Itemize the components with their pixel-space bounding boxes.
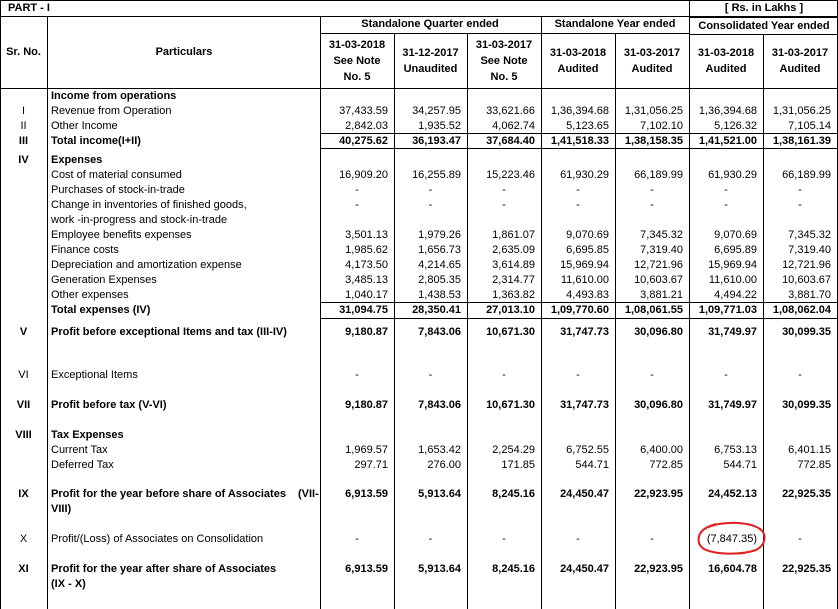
cell-value: 4,062.74 [492, 120, 535, 132]
column-header-date: 31-03-2018 [328, 39, 386, 51]
sr-no-header: Sr. No. [6, 46, 41, 58]
cell-value: 22,923.95 [634, 488, 683, 500]
units-label: [ Rs. in Lakhs ] [724, 2, 804, 14]
cell-value: 22,925.35 [782, 488, 831, 500]
cell-value: 4,173.50 [345, 259, 388, 271]
cell-value: 7,319.40 [640, 244, 683, 256]
row-sr-no: X [19, 533, 28, 545]
cell-value: 31,094.75 [339, 304, 388, 316]
column-header-date: 31-03-2017 [623, 47, 681, 59]
row-sr-no: I [21, 105, 26, 117]
cell-value: 40,275.62 [339, 135, 388, 147]
cell-value: 1,979.26 [418, 229, 461, 241]
cell-value: 1,935.52 [418, 120, 461, 132]
cell-value: 37,684.40 [486, 135, 535, 147]
cell-value: 30,096.80 [634, 399, 683, 411]
row-label: work -in-progress and stock-in-trade [51, 214, 228, 226]
grid-line-h [690, 34, 838, 35]
column-header-status: Audited [557, 63, 599, 75]
cell-value: - [650, 184, 654, 196]
row-label: Deferred Tax [51, 459, 114, 471]
cell-value: - [798, 184, 802, 196]
cell-value: 9,070.69 [714, 229, 757, 241]
cell-value: 1,969.57 [345, 444, 388, 456]
row-label: Expenses [51, 154, 103, 166]
cell-value: 61,930.29 [708, 169, 757, 181]
cell-value: 10,671.30 [486, 326, 535, 338]
standalone-year-group-header: Standalone Year ended [554, 18, 676, 30]
cell-value: 4,493.83 [566, 289, 609, 301]
cell-value: 1,38,158.35 [624, 135, 683, 147]
cell-value: 5,913.64 [418, 563, 461, 575]
column-header-status: Audited [705, 63, 747, 75]
cell-value: - [502, 533, 506, 545]
standalone-quarter-group-header: Standalone Quarter ended [361, 18, 499, 30]
cell-value: 544.71 [575, 459, 609, 471]
row-label: Profit/(Loss) of Associates on Consolidation [51, 533, 264, 545]
cell-value: 31,749.97 [708, 399, 757, 411]
column-header-date: 31-03-2018 [697, 47, 755, 59]
cell-value: 5,123.65 [566, 120, 609, 132]
cell-value: 33,621.66 [486, 105, 535, 117]
row-sr-no: IX [18, 488, 29, 500]
cell-value: 22,925.35 [782, 563, 831, 575]
cell-value: 2,842.03 [345, 120, 388, 132]
cell-value: 1,09,771.03 [698, 304, 757, 316]
cell-value: 12,721.96 [782, 259, 831, 271]
row-label: Purchases of stock-in-trade [51, 184, 185, 196]
row-sr-no: V [19, 326, 28, 338]
cell-value: 28,350.41 [412, 304, 461, 316]
cell-value: 4,494.22 [714, 289, 757, 301]
cell-value: 1,861.07 [492, 229, 535, 241]
cell-value: - [724, 369, 728, 381]
cell-value: - [502, 199, 506, 211]
row-sr-no: III [18, 135, 29, 147]
column-header-date: 31-03-2017 [475, 39, 533, 51]
cell-value: - [428, 199, 433, 211]
cell-value: 22,923.95 [634, 563, 683, 575]
cell-value: 6,913.59 [345, 563, 388, 575]
row-label: Profit before exceptional Items and tax (III-IV) [51, 326, 287, 338]
cell-value: - [798, 533, 802, 545]
cell-value: 1,31,056.25 [624, 105, 683, 117]
cell-value: 9,070.69 [566, 229, 609, 241]
column-header-status: See Note [333, 55, 381, 67]
cell-value: 1,985.62 [345, 244, 388, 256]
cell-value: 16,604.78 [708, 563, 757, 575]
cell-value: 9,180.87 [345, 326, 388, 338]
cell-value: - [428, 369, 433, 381]
cell-value: 1,31,056.25 [772, 105, 831, 117]
cell-value: 15,969.94 [560, 259, 609, 271]
column-header-status: Audited [779, 63, 821, 75]
column-header-status: Audited [631, 63, 673, 75]
cell-value: 1,36,394.68 [698, 105, 757, 117]
cell-value: 1,08,062.04 [772, 304, 831, 316]
cell-value: 12,721.96 [634, 259, 683, 271]
row-sr-no: VI [18, 369, 29, 381]
particulars-header: Particulars [155, 46, 213, 58]
cell-value: 7,345.32 [640, 229, 683, 241]
cell-value: 5,913.64 [418, 488, 461, 500]
cell-value: 1,363.82 [492, 289, 535, 301]
row-label: Employee benefits expenses [51, 229, 192, 241]
cell-value: 7,105.14 [788, 120, 831, 132]
cell-value: 544.71 [723, 459, 757, 471]
column-header-date: 31-03-2018 [549, 47, 607, 59]
cell-value: 7,102.10 [640, 120, 683, 132]
cell-value: 1,438.53 [418, 289, 461, 301]
cell-value: - [650, 369, 654, 381]
cell-value: - [355, 199, 359, 211]
cell-value: 15,223.46 [486, 169, 535, 181]
cell-value: 24,450.47 [560, 563, 609, 575]
row-label: Finance costs [51, 244, 119, 256]
cell-value: 36,193.47 [412, 135, 461, 147]
cell-value: 37,433.59 [339, 105, 388, 117]
cell-value: 2,635.09 [492, 244, 535, 256]
row-label: Income from operations [51, 90, 177, 102]
cell-value: 1,36,394.68 [550, 105, 609, 117]
column-header-date: 31-03-2017 [771, 47, 829, 59]
grid-line-v [0, 0, 1, 609]
row-label: Other Income [51, 120, 118, 132]
cell-value: - [355, 533, 359, 545]
row-label: Current Tax [51, 444, 108, 456]
row-sr-no: IV [18, 154, 29, 166]
cell-value: 11,610.00 [708, 274, 757, 286]
cell-value: 10,603.67 [782, 274, 831, 286]
row-label: Profit for the year after share of Associates [51, 563, 277, 575]
row-label: Other expenses [51, 289, 129, 301]
cell-value: 1,656.73 [418, 244, 461, 256]
cell-value: 10,603.67 [634, 274, 683, 286]
cell-value: - [502, 184, 506, 196]
cell-value: 61,930.29 [560, 169, 609, 181]
part-label: PART - I [8, 2, 50, 14]
cell-value: - [428, 533, 433, 545]
cell-value: 3,614.89 [492, 259, 535, 271]
cell-value: 6,753.13 [714, 444, 757, 456]
cell-value: 772.85 [649, 459, 683, 471]
cell-value: 66,189.99 [634, 169, 683, 181]
cell-value: 34,257.95 [412, 105, 461, 117]
cell-value: 1,653.42 [418, 444, 461, 456]
row-label-continued: (IX - X) [51, 578, 86, 590]
cell-value: - [576, 533, 580, 545]
column-header-date: 31-12-2017 [402, 47, 459, 59]
cell-value: 31,747.73 [560, 399, 609, 411]
consolidated-group-header: Consolidated Year ended [698, 20, 830, 32]
cell-value: - [650, 533, 654, 545]
cell-value: 3,881.70 [788, 289, 831, 301]
cell-value: - [576, 369, 580, 381]
cell-value: 2,314.77 [492, 274, 535, 286]
row-label: Change in inventories of finished goods, [51, 199, 247, 211]
row-label: Generation Expenses [51, 274, 157, 286]
cell-value: 3,485.13 [345, 274, 388, 286]
cell-value: (7,847.35) [706, 533, 757, 545]
cell-value: 66,189.99 [782, 169, 831, 181]
cell-value: - [724, 184, 728, 196]
cell-value: 6,752.55 [566, 444, 609, 456]
cell-value: 3,881.21 [640, 289, 683, 301]
column-header-status: See Note [480, 55, 528, 67]
cell-value: 6,401.15 [788, 444, 831, 456]
cell-value: 15,969.94 [708, 259, 757, 271]
grid-line-h [690, 17, 838, 18]
row-label: Profit for the year before share of Associates [51, 488, 286, 500]
row-label: Total income(I+II) [51, 135, 141, 147]
cell-value: 7,345.32 [788, 229, 831, 241]
cell-value: 6,913.59 [345, 488, 388, 500]
cell-value: 1,41,521.00 [698, 135, 757, 147]
cell-value: 772.85 [797, 459, 831, 471]
cell-value: 7,843.06 [418, 326, 461, 338]
cell-value: - [576, 199, 580, 211]
cell-value: 2,805.35 [418, 274, 461, 286]
cell-value: 171.85 [501, 459, 535, 471]
cell-value: 5,126.32 [714, 120, 757, 132]
grid-line-h [320, 33, 690, 34]
cell-value: - [798, 199, 802, 211]
cell-value: 1,38,161.39 [772, 135, 831, 147]
cell-value: 9,180.87 [345, 399, 388, 411]
cell-value: 7,319.40 [788, 244, 831, 256]
cell-value: 24,450.47 [560, 488, 609, 500]
cell-value: 276.00 [427, 459, 461, 471]
cell-value: 27,013.10 [486, 304, 535, 316]
cell-value: 8,245.16 [492, 563, 535, 575]
cell-value: - [355, 369, 359, 381]
grid-line-v [47, 16, 48, 609]
cell-value: 8,245.16 [492, 488, 535, 500]
cell-value: - [428, 184, 433, 196]
cell-value: - [576, 184, 580, 196]
cell-value: - [502, 369, 506, 381]
cell-value: 24,452.13 [708, 488, 757, 500]
row-label: Depreciation and amortization expense [51, 259, 242, 271]
cell-value: 7,843.06 [418, 399, 461, 411]
cell-value: - [798, 369, 802, 381]
cell-value: 30,099.35 [782, 326, 831, 338]
cell-value: 30,099.35 [782, 399, 831, 411]
row-label: Tax Expenses [51, 429, 124, 441]
row-label: Total expenses (IV) [51, 304, 151, 316]
cell-value: 2,254.29 [492, 444, 535, 456]
cell-value: - [650, 199, 654, 211]
grid-line-h [320, 318, 837, 319]
row-sr-no: XI [18, 563, 29, 575]
cell-value: 31,749.97 [708, 326, 757, 338]
cell-value: 6,400.00 [640, 444, 683, 456]
column-header-status: Unaudited [403, 63, 458, 75]
cell-value: 6,695.85 [566, 244, 609, 256]
cell-value: 4,214.65 [418, 259, 461, 271]
row-label: Exceptional Items [51, 369, 138, 381]
row-sr-no: VIII [15, 429, 32, 441]
cell-value: - [724, 199, 728, 211]
cell-value: 16,255.89 [412, 169, 461, 181]
cell-value: 16,909.20 [339, 169, 388, 181]
cell-value: 10,671.30 [486, 399, 535, 411]
row-sr-no: VII [16, 399, 31, 411]
row-label: Profit before tax (V-VI) [51, 399, 167, 411]
cell-value: 1,41,518.33 [550, 135, 609, 147]
row-label: Revenue from Operation [51, 105, 172, 117]
cell-value: 31,747.73 [560, 326, 609, 338]
column-header-note: No. 5 [490, 71, 518, 83]
row-label: Cost of material consumed [51, 169, 182, 181]
cell-value: 6,695.89 [714, 244, 757, 256]
cell-value: 1,09,770.60 [550, 304, 609, 316]
cell-value: 297.71 [354, 459, 388, 471]
cell-value: 1,040.17 [345, 289, 388, 301]
cell-value: - [355, 184, 359, 196]
cell-value: 1,08,061.55 [624, 304, 683, 316]
column-header-note: No. 5 [343, 71, 371, 83]
cell-value: 11,610.00 [560, 274, 609, 286]
cell-value: 3,501.13 [345, 229, 388, 241]
row-label-tail: (VII- [298, 488, 319, 500]
row-sr-no: II [20, 120, 27, 132]
cell-value: 30,096.80 [634, 326, 683, 338]
row-label-continued: VIII) [51, 503, 72, 515]
